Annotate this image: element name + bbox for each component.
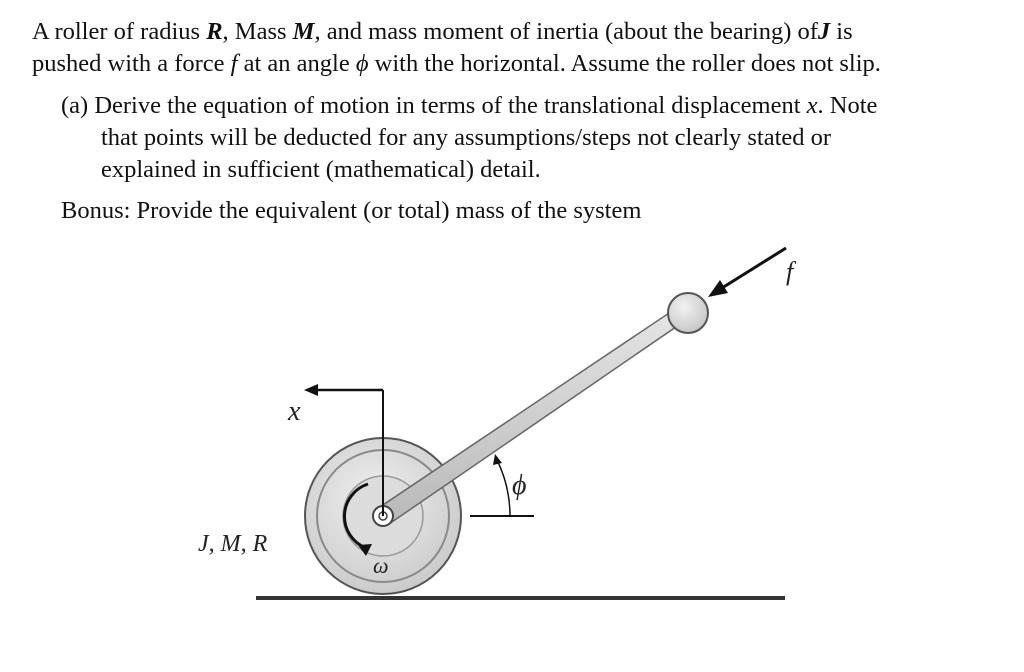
force-arrow <box>708 248 786 297</box>
text-segment: , Mass <box>222 18 293 45</box>
text-segment: with the horizontal. Assume the roller does not slip. <box>368 50 881 77</box>
part-a-line-2: that points will be deducted for any assumptions/steps not clearly stated or <box>101 124 832 151</box>
push-rod <box>377 305 689 524</box>
text-segment: , and mass moment of inertia (about the bearing) of <box>314 18 818 45</box>
part-a-line-3: explained in sufficient (mathematical) detail. <box>101 156 541 183</box>
text-segment: pushed with a force <box>32 50 231 77</box>
angle-label: ϕ <box>512 470 527 501</box>
omega-label: ω <box>373 553 389 578</box>
symbol-displacement: x <box>806 92 818 119</box>
force-label: f <box>786 257 794 286</box>
roller-params-label: J, M, R <box>198 531 268 557</box>
text-segment: is <box>830 18 853 45</box>
displacement-label: x <box>288 396 301 427</box>
text-segment: . Note <box>817 92 878 119</box>
bonus-line: Bonus: Provide the equivalent (or total) mass of the system <box>61 197 642 224</box>
symbol-radius: R <box>206 18 223 45</box>
symbol-force: f <box>230 50 238 77</box>
symbol-angle: ϕ <box>355 50 369 77</box>
text-segment: at an angle <box>237 50 356 77</box>
symbol-mass: M <box>292 18 315 45</box>
text-segment: (a) Derive the equation of motion in terms of the translational displacement <box>61 92 807 119</box>
symbol-inertia: J <box>817 18 831 45</box>
handle-knob <box>668 293 708 333</box>
text-segment: A roller of radius <box>32 18 207 45</box>
